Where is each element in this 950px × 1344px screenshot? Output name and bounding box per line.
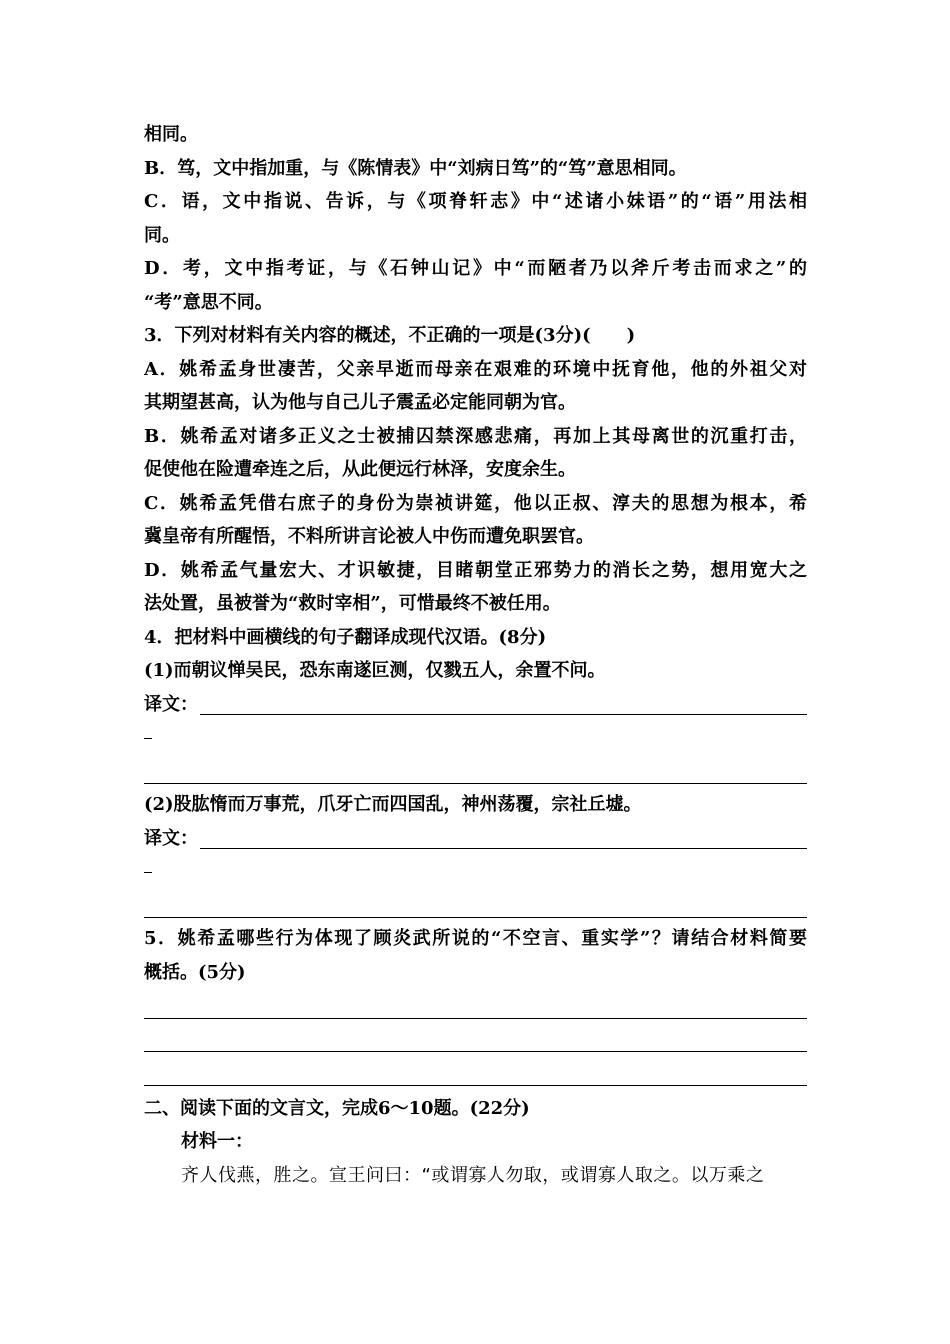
q4-sentence-1: (1)而朝议惮吴民，恐东南遂叵测，仅戮五人，余置不问。 xyxy=(144,660,606,681)
q3-option-b-line1: B．姚希孟对诸多正义之士被捕囚禁深感悲痛，再加上其母离世的沉重打击， xyxy=(144,425,807,447)
q4-sentence-2: (2)股肱惰而万事荒，爪牙亡而四国乱，神州荡覆，宗社丘墟。 xyxy=(144,794,642,815)
q5-answer-line2[interactable] xyxy=(144,1023,807,1057)
material-one-text: 齐人伐燕，胜之。宣王问曰：“或谓寡人勿取，或谓寡人取之。以万乘之 xyxy=(181,1164,765,1186)
q2-option-c-line1: C．语，文中指说、告诉，与《项脊轩志》中“述诸小妹语”的“语”用法相 xyxy=(144,191,807,212)
q3-option-a-line1: A．姚希孟身世凄苦，父亲早逝而母亲在艰难的环境中抚育他，他的外祖父对 xyxy=(144,358,807,380)
q3-option-b-line2: 促使他在险遭牵连之后，从此便远行林泽，安度余生。 xyxy=(144,459,576,480)
answer-rule[interactable] xyxy=(200,848,807,849)
q3-option-d-line2: 法处置，虽被誉为“救时宰相”，可惜最终不被任用。 xyxy=(144,593,561,614)
q4-answer-2-line2[interactable] xyxy=(144,889,807,923)
q5-answer-line1[interactable] xyxy=(144,989,807,1023)
q5-stem-line2: 概括。(5分) xyxy=(144,961,246,983)
q3-option-d-line1: D．姚希孟气量宏大、才识敏捷，目睹朝堂正邪势力的消长之势，想用宽大之 xyxy=(144,559,807,581)
translation-label: 译文： xyxy=(144,827,198,849)
q4-stem: 4．把材料中画横线的句子翻译成现代汉语。(8分) xyxy=(144,626,547,648)
q4-answer-1-line2[interactable] xyxy=(144,755,807,789)
answer-dash xyxy=(144,855,807,889)
q3-stem: 3．下列对材料有关内容的概述，不正确的一项是(3分)( ) xyxy=(144,325,636,346)
q2-option-b: B．笃，文中指加重，与《陈情表》中“刘病日笃”的“笃”意思相同。 xyxy=(144,157,687,179)
q2-option-d-line2: “考”意思不同。 xyxy=(144,291,273,313)
q5-answer-line3[interactable] xyxy=(144,1056,807,1090)
section2-heading: 二、阅读下面的文言文，完成6～10题。(22分) xyxy=(144,1097,530,1119)
q2-option-a-end: 相同。 xyxy=(144,124,198,145)
exam-page xyxy=(144,118,807,1192)
q3-option-c-line1: C．姚希孟凭借右庶子的身份为崇祯讲筵，他以正叔、淳夫的思想为根本，希 xyxy=(144,492,807,514)
q2-option-c-line2: 同。 xyxy=(144,224,180,246)
answer-rule[interactable] xyxy=(200,714,807,715)
answer-dash xyxy=(144,721,807,755)
translation-label: 译文： xyxy=(144,693,198,715)
q3-option-a-line2: 其期望甚高，认为他与自己儿子震孟必定能同朝为官。 xyxy=(144,392,576,413)
q2-option-d-line1: D．考，文中指考证，与《石钟山记》中“而陋者乃以斧斤考击而求之”的 xyxy=(144,258,807,279)
q3-option-c-line2: 冀皇帝有所醒悟，不料所讲言论被人中伤而遭免职罢官。 xyxy=(144,526,594,547)
material-one-label: 材料一： xyxy=(181,1131,253,1152)
q5-stem-line1: 5．姚希孟哪些行为体现了顾炎武所说的“不空言、重实学”？请结合材料简要 xyxy=(144,928,807,949)
q4-answer-1-row[interactable] xyxy=(144,688,807,722)
q4-answer-2-row[interactable] xyxy=(144,822,807,856)
